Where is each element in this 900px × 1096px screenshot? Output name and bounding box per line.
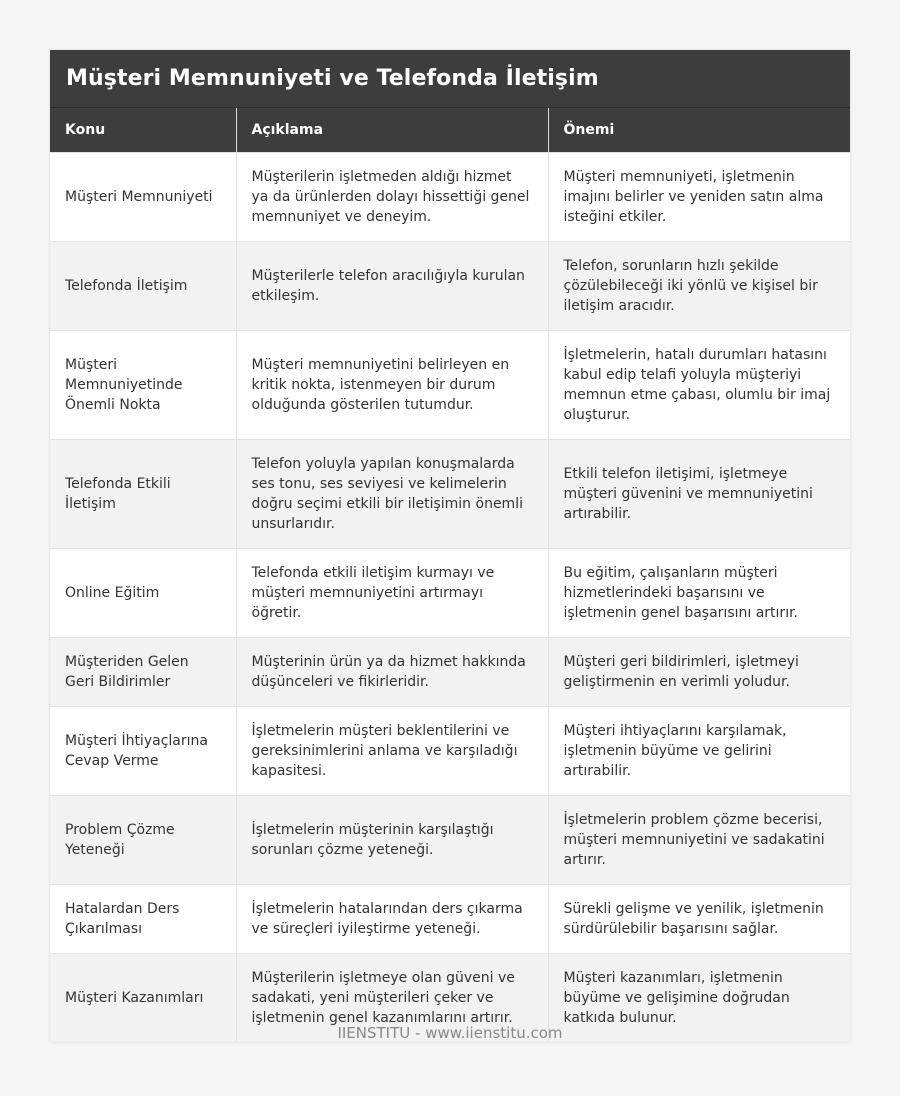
cell-onemi: Etkili telefon iletişimi, işletmeye müşteri güvenini ve memnuniyetini artırabilir. xyxy=(548,439,850,548)
title-bar xyxy=(50,50,850,108)
cell-aciklama: İşletmelerin müşterinin karşılaştığı sorunları çözme yeteneği. xyxy=(236,795,548,884)
cell-onemi: Bu eğitim, çalışanların müşteri hizmetlerindeki başarısını ve işletmenin genel başarısını artırır. xyxy=(548,548,850,637)
cell-onemi: İşletmelerin problem çözme becerisi, müşteri memnuniyetini ve sadakatini artırır. xyxy=(548,795,850,884)
cell-onemi: Müşteri ihtiyaçlarını karşılamak, işletmenin büyüme ve gelirini artırabilir. xyxy=(548,706,850,795)
cell-aciklama: İşletmelerin hatalarından ders çıkarma ve süreçleri iyileştirme yeteneği. xyxy=(236,884,548,953)
table-header xyxy=(50,108,850,152)
table-row xyxy=(50,637,850,706)
table-row xyxy=(50,795,850,884)
cell-onemi: Müşteri geri bildirimleri, işletmeyi geliştirmenin en verimli yoludur. xyxy=(548,637,850,706)
column-header-aciklama: Açıklama xyxy=(236,108,548,152)
table-body xyxy=(50,152,850,1042)
table-row xyxy=(50,706,850,795)
cell-konu: Problem Çözme Yeteneği xyxy=(50,795,236,884)
table-row xyxy=(50,330,850,439)
table-row xyxy=(50,439,850,548)
cell-onemi: Telefon, sorunların hızlı şekilde çözülebileceği iki yönlü ve kişisel bir iletişim aracıdır. xyxy=(548,241,850,330)
table-row xyxy=(50,884,850,953)
table-row xyxy=(50,152,850,241)
cell-konu: Online Eğitim xyxy=(50,548,236,637)
cell-konu: Telefonda İletişim xyxy=(50,241,236,330)
column-header-konu: Konu xyxy=(50,108,236,152)
cell-aciklama: Müşterilerin işletmeden aldığı hizmet ya da ürünlerden dolayı hissettiği genel memnuniyet ve deneyim. xyxy=(236,152,548,241)
page-title: Müşteri Memnuniyeti ve Telefonda İletişim xyxy=(66,66,599,91)
cell-aciklama: İşletmelerin müşteri beklentilerini ve gereksinimlerini anlama ve karşıladığı kapasitesi. xyxy=(236,706,548,795)
cell-onemi: İşletmelerin, hatalı durumları hatasını kabul edip telafi yoluyla müşteriyi memnun etme çabası, olumlu bir imaj oluşturur. xyxy=(548,330,850,439)
cell-konu: Hatalardan Ders Çıkarılması xyxy=(50,884,236,953)
cell-aciklama: Müşteri memnuniyetini belirleyen en kritik nokta, istenmeyen bir durum olduğunda gösterilen tutumdur. xyxy=(236,330,548,439)
column-header-onemi: Önemi xyxy=(548,108,850,152)
cell-onemi: Müşteri kazanımları, işletmenin büyüme ve gelişimine doğrudan katkıda bulunur. xyxy=(548,953,850,1042)
cell-konu: Müşteriden Gelen Geri Bildirimler xyxy=(50,637,236,706)
cell-konu: Müşteri Kazanımları xyxy=(50,953,236,1042)
cell-aciklama: Telefon yoluyla yapılan konuşmalarda ses tonu, ses seviyesi ve kelimelerin doğru seçimi etkili bir iletişimin önemli unsurlarıdır. xyxy=(236,439,548,548)
table-card xyxy=(50,50,850,1042)
cell-aciklama: Telefonda etkili iletişim kurmayı ve müşteri memnuniyetini artırmayı öğretir. xyxy=(236,548,548,637)
cell-konu: Müşteri Memnuniyeti xyxy=(50,152,236,241)
cell-aciklama: Müşterilerle telefon aracılığıyla kurulan etkileşim. xyxy=(236,241,548,330)
cell-konu: Müşteri Memnuniyetinde Önemli Nokta xyxy=(50,330,236,439)
cell-konu: Müşteri İhtiyaçlarına Cevap Verme xyxy=(50,706,236,795)
header-row xyxy=(50,108,850,152)
cell-konu: Telefonda Etkili İletişim xyxy=(50,439,236,548)
cell-aciklama: Müşterilerin işletmeye olan güveni ve sadakati, yeni müşterileri çeker ve işletmenin genel kazanımlarını artırır. xyxy=(236,953,548,1042)
data-table xyxy=(50,108,850,1042)
table-row xyxy=(50,241,850,330)
footer-text: IIENSTITU - www.iienstitu.com xyxy=(337,1024,563,1042)
cell-onemi: Sürekli gelişme ve yenilik, işletmenin sürdürülebilir başarısını sağlar. xyxy=(548,884,850,953)
table-row xyxy=(50,548,850,637)
cell-onemi: Müşteri memnuniyeti, işletmenin imajını belirler ve yeniden satın alma isteğini etkiler. xyxy=(548,152,850,241)
cell-aciklama: Müşterinin ürün ya da hizmet hakkında düşünceleri ve fikirleridir. xyxy=(236,637,548,706)
